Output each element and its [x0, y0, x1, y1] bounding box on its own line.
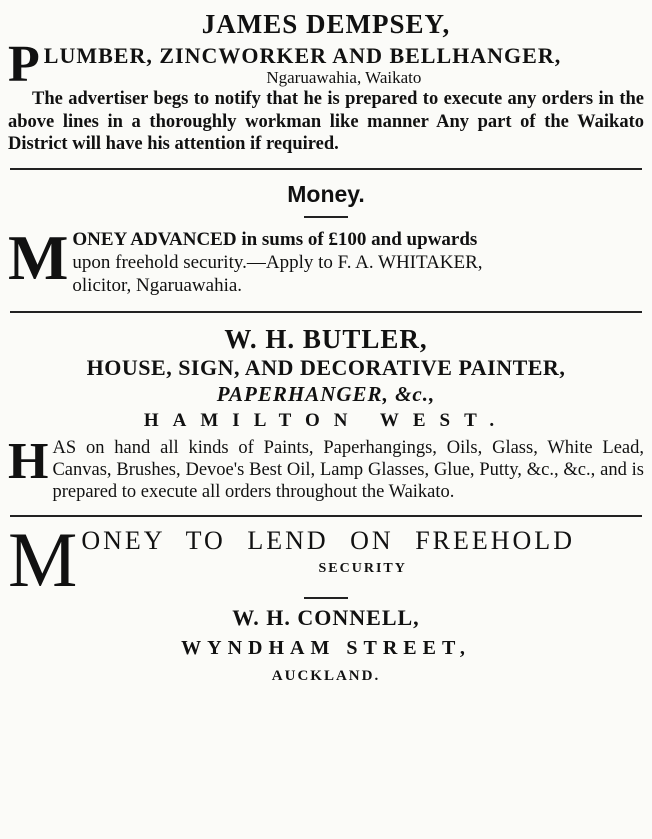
drop-cap: M	[8, 515, 78, 603]
trade-line-2: PAPERHANGER, &c.,	[216, 381, 436, 406]
short-rule	[304, 216, 348, 218]
advertiser-name: JAMES DEMPSEY,	[201, 9, 451, 39]
advertiser-name: W. H. BUTLER,	[224, 323, 428, 354]
trade-line: LUMBER, ZINCWORKER AND BELLHANGER,	[43, 43, 562, 68]
trade-block	[8, 36, 644, 93]
advertisement-money	[8, 170, 644, 297]
money-line-3: olicitor, Ngaruawahia.	[72, 274, 243, 296]
advertisement-dempsey	[8, 0, 644, 156]
money-line-2: upon freehold security.—Apply to F. A. WHITAKER,	[72, 251, 483, 273]
lend-line-2: SECURITY	[318, 560, 407, 576]
trade-line: HOUSE, SIGN, AND DECORATIVE PAINTER,	[86, 354, 566, 380]
advertisement-butler	[8, 313, 644, 503]
location-line: Ngaruawahia, Waikato	[266, 68, 422, 87]
location-line: HAMILTON WEST.	[143, 409, 509, 431]
drop-cap: M	[8, 221, 69, 293]
lend-line-1: ONEY TO LEND ON FREEHOLD	[81, 525, 575, 555]
city-line: AUCKLAND.	[271, 667, 381, 684]
ad-body: The advertiser begs to notify that he is prepared to execute any orders in the above lines in a thoroughly workman like manner Any part of the Waikato District will have his attention if required.	[8, 89, 644, 154]
street-line: WYNDHAM STREET,	[181, 636, 471, 659]
butler-body	[8, 432, 644, 503]
short-rule	[304, 597, 348, 599]
money-line-1: ONEY ADVANCED in sums of £100 and upwards	[72, 228, 478, 250]
ad-body: AS on hand all kinds of Paints, Paperhangings, Oils, Glass, White Lead, Canvas, Brushes, Devoe's Best Oil, Lamp Glasses, Glue, Putty, &c., &c., and is prepared to execute all orders throughout the Waikato.	[52, 437, 644, 502]
money-block	[8, 221, 644, 297]
drop-cap: H	[8, 432, 49, 490]
advertisement-connell	[8, 517, 644, 689]
advertiser-name: W. H. CONNELL,	[232, 604, 420, 630]
drop-cap: P	[8, 36, 40, 93]
lend-block	[8, 515, 644, 603]
section-heading: Money.	[287, 180, 365, 207]
